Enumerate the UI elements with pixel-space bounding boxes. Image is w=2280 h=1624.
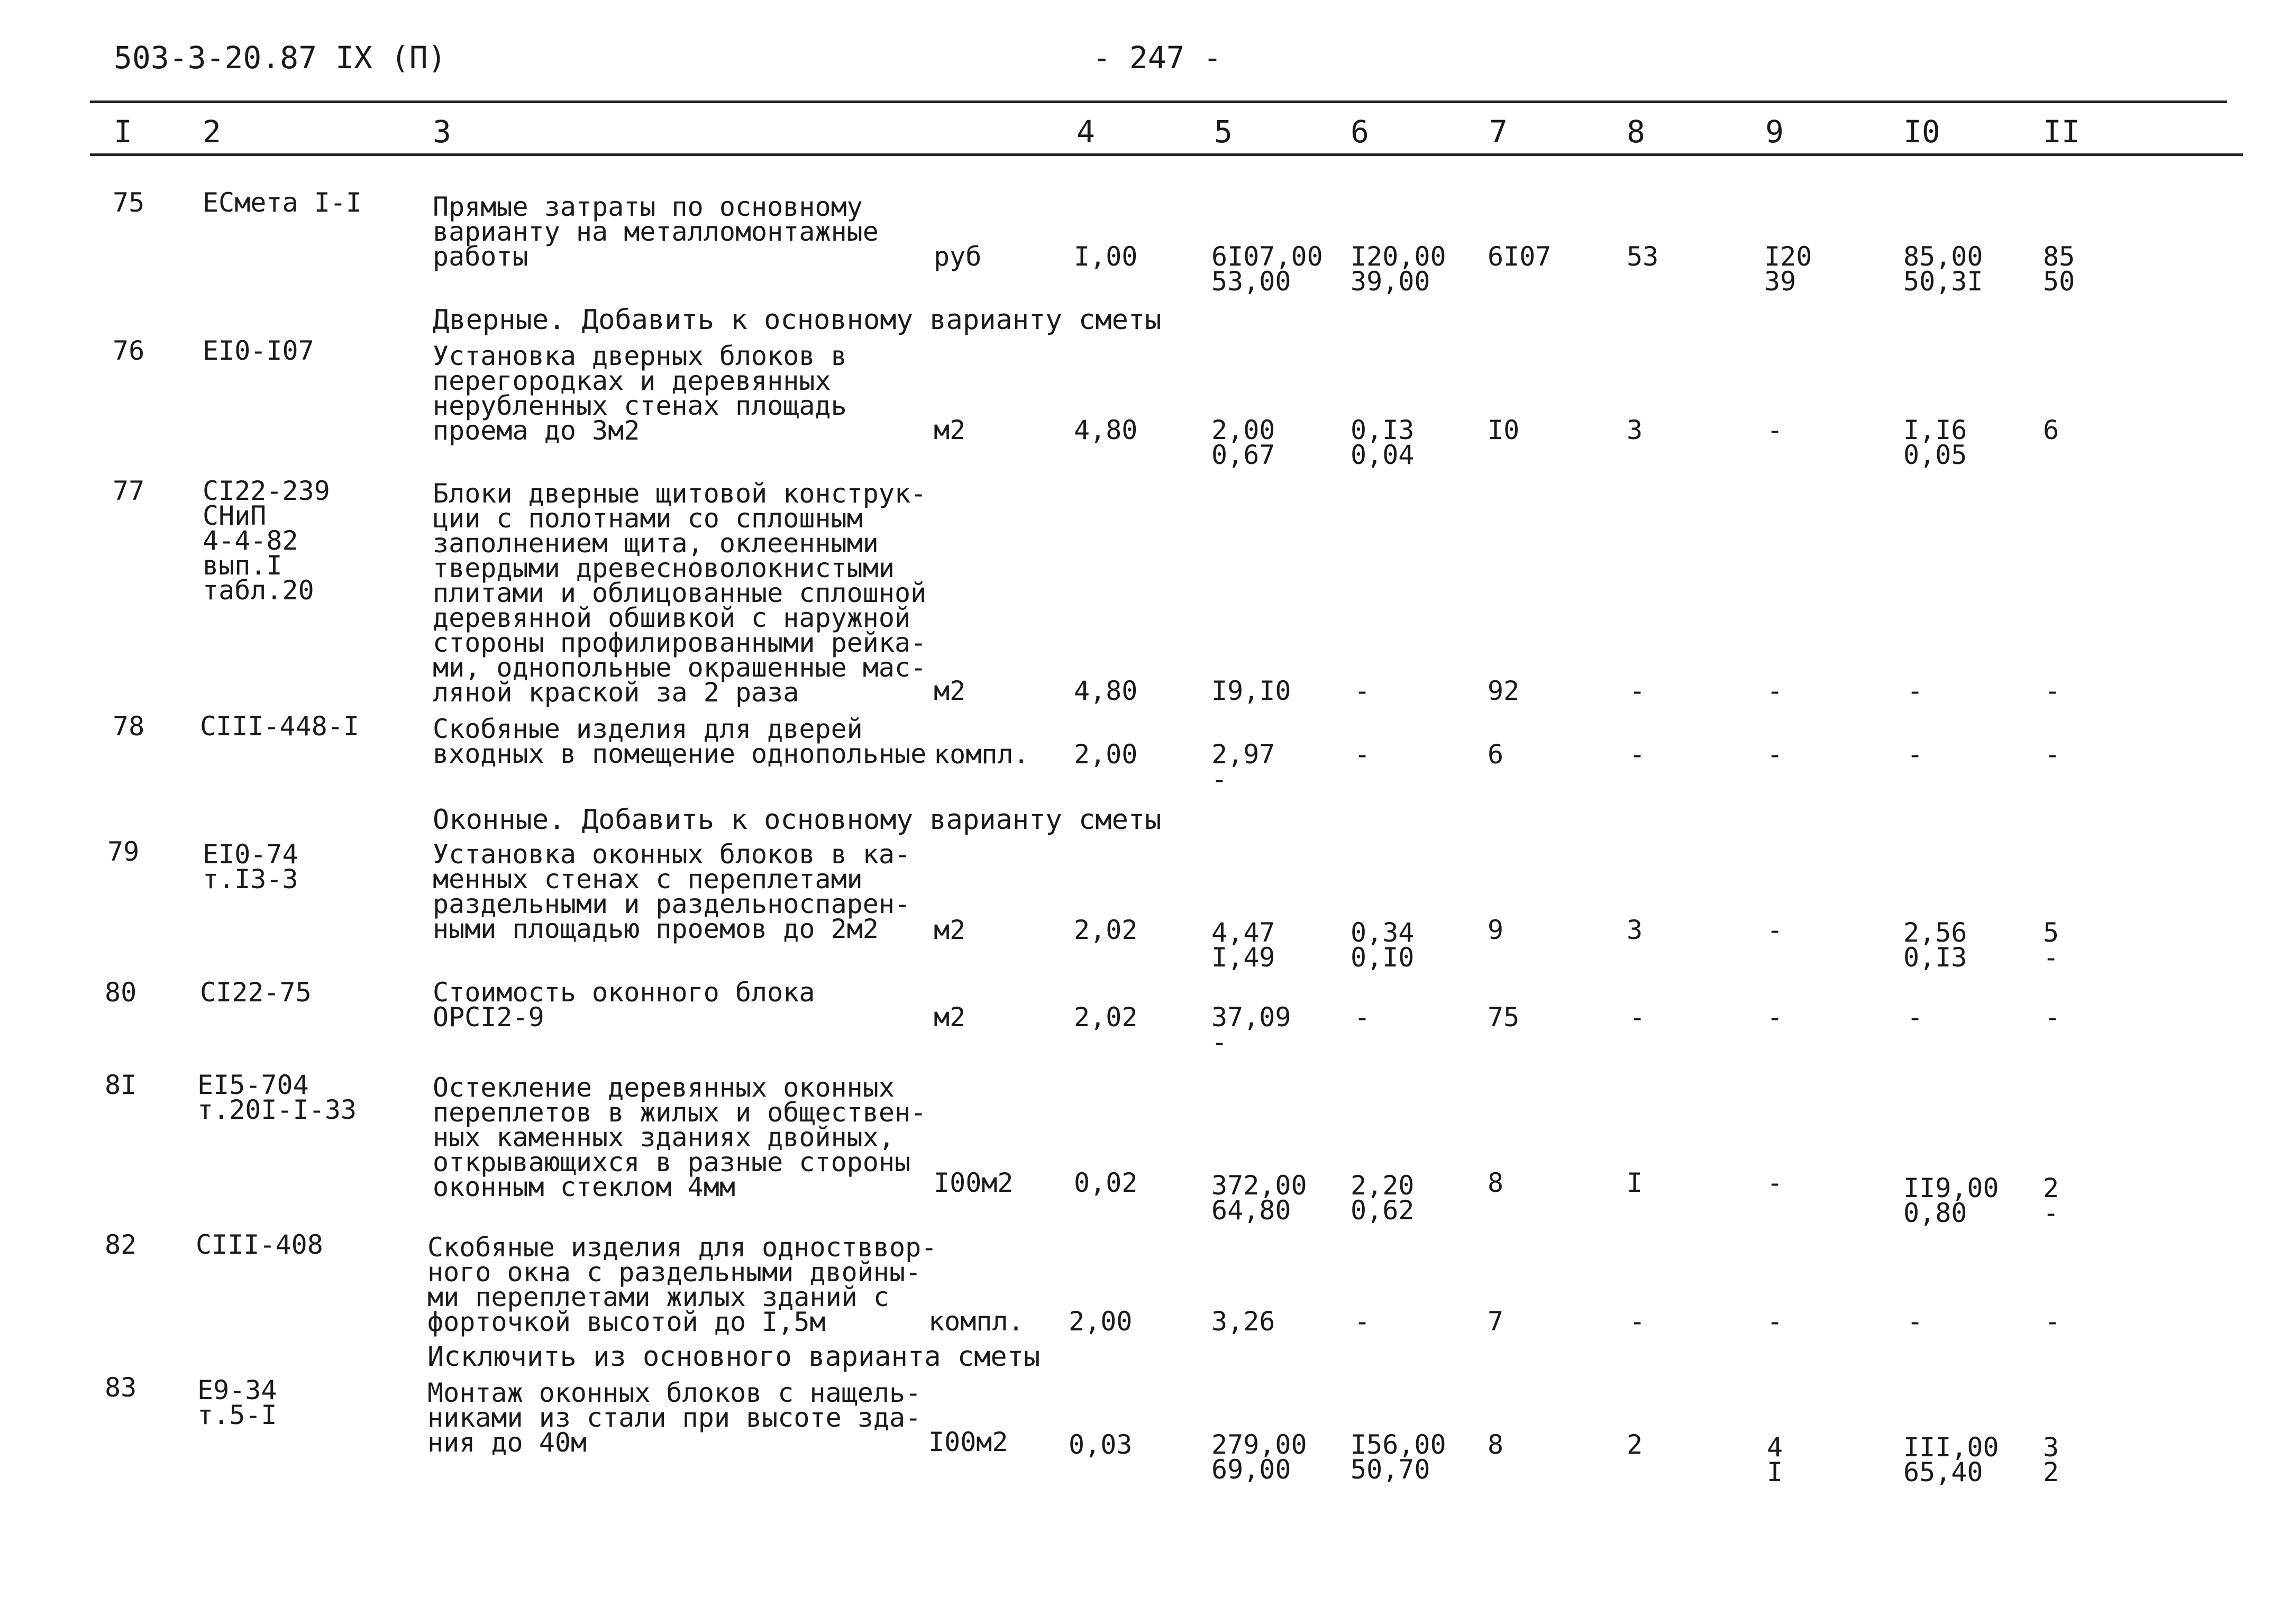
unit: м2 xyxy=(934,1002,966,1033)
cell-col10: III,00 65,40 xyxy=(1903,1432,1999,1488)
quantity: 4,80 xyxy=(1074,415,1138,445)
norm-code: ЕI0-I07 xyxy=(203,335,314,366)
work-description: Установка оконных блоков в ка- менных стенах с переплетами раздельными и раздельноспарен- ными площадью проемов до 2м2 xyxy=(433,839,911,944)
cell-col11: 2 - xyxy=(2043,1173,2059,1228)
work-description: Стоимость оконного блока ОРСI2-9 xyxy=(433,977,815,1033)
cell-col11: 3 2 xyxy=(2043,1432,2059,1488)
unit: м2 xyxy=(934,676,966,706)
section-heading-exclude: Исключить из основного варианта сметы xyxy=(427,1341,1041,1373)
row-number: 78 xyxy=(113,711,145,742)
section-heading-windows: Оконные. Добавить к основному варианту сметы xyxy=(433,804,1162,836)
cell-col9: - xyxy=(1767,1167,1783,1198)
work-description: Скобяные изделия для одностввор- ного окна с раздельными двойны- ми переплетами жилых зданий с форточкой высотой до I,5м xyxy=(427,1232,937,1337)
cell-col10: II9,00 0,80 xyxy=(1903,1173,1999,1228)
column-number: II xyxy=(2043,114,2080,150)
norm-code: СIII-448-I xyxy=(200,711,360,742)
cell-col10: - xyxy=(1907,1306,1923,1337)
cell-col9: - xyxy=(1767,1002,1783,1033)
norm-code: Е9-34 т.5-I xyxy=(197,1375,277,1430)
column-number: 7 xyxy=(1489,114,1508,150)
column-number: I0 xyxy=(1903,114,1940,150)
cell-col11: - xyxy=(2045,739,2061,770)
cell-col8: - xyxy=(1629,1306,1646,1337)
unit: руб xyxy=(934,241,982,272)
row-number: 77 xyxy=(113,476,145,506)
cell-col9: - xyxy=(1767,415,1783,445)
cell-col9: - xyxy=(1767,1306,1783,1337)
column-number: I xyxy=(114,114,132,150)
work-description: Установка дверных блоков в перегородках и деревянных нерубленных стенах площадь проема до 3м2 xyxy=(433,341,847,446)
cell-col7: 92 xyxy=(1488,676,1520,706)
cell-col10: - xyxy=(1907,1002,1923,1033)
quantity: 0,02 xyxy=(1074,1167,1138,1198)
column-number: 6 xyxy=(1351,114,1369,150)
cell-col7: 8 xyxy=(1488,1429,1504,1460)
row-number: 75 xyxy=(113,187,145,218)
cell-col5: 372,00 64,80 xyxy=(1211,1170,1307,1226)
unit: компл. xyxy=(928,1306,1024,1337)
cell-col11: - xyxy=(2045,1306,2061,1337)
cell-col7: 6I07 xyxy=(1488,241,1552,272)
norm-code: ЕСмета I-I xyxy=(203,187,362,218)
quantity: 2,02 xyxy=(1074,915,1138,945)
cell-col7: 9 xyxy=(1488,915,1504,945)
cell-col11: 5 - xyxy=(2043,917,2059,973)
unit: м2 xyxy=(934,415,966,445)
unit: м2 xyxy=(934,915,966,945)
cell-col5: 37,09 - xyxy=(1211,1002,1291,1057)
cell-col6: 0,34 0,I0 xyxy=(1351,917,1415,973)
document-code: 503-3-20.87 IX (П) xyxy=(114,40,446,76)
cell-col7: 8 xyxy=(1488,1167,1504,1198)
row-number: 82 xyxy=(105,1229,137,1260)
cell-col5: 3,26 xyxy=(1211,1306,1275,1337)
column-number: 5 xyxy=(1214,114,1233,150)
cell-col8: 3 xyxy=(1627,415,1643,445)
cell-col8: 3 xyxy=(1627,915,1643,945)
cell-col8: 53 xyxy=(1627,241,1659,272)
work-description: Блоки дверные щитовой конструк- ции с полотнами со сплошным заполнением щита, оклеенными твердыми древесноволокнистыми плитами и облицованные сплошной деревянной обшивкой с наружной стороны профилированными рейка- ми, однопольные окрашенные мас- ляной краской за 2 раза xyxy=(433,478,927,708)
header-rule xyxy=(90,153,2243,156)
top-rule xyxy=(90,101,2227,103)
cell-col11: - xyxy=(2045,676,2061,706)
cell-col5: I9,I0 xyxy=(1211,676,1291,706)
column-number: 2 xyxy=(203,114,221,150)
cell-col10: - xyxy=(1907,676,1923,706)
cell-col5: 2,00 0,67 xyxy=(1211,415,1275,470)
row-number: 83 xyxy=(105,1372,137,1403)
cell-col10: I,I6 0,05 xyxy=(1903,415,1967,470)
work-description: Остекление деревянных оконных переплетов в жилых и обществен- ных каменных зданиях двойных, открывающихся в разные стороны оконным стеклом 4мм xyxy=(433,1072,927,1202)
cell-col10: 85,00 50,3I xyxy=(1903,241,1983,297)
cell-col6: - xyxy=(1354,739,1371,770)
quantity: 2,02 xyxy=(1074,1002,1138,1033)
cell-col10: - xyxy=(1907,739,1923,770)
cell-col10: 2,56 0,I3 xyxy=(1903,917,1967,973)
cell-col8: - xyxy=(1629,1002,1646,1033)
cell-col9: 4 I xyxy=(1767,1432,1783,1488)
unit: I00м2 xyxy=(934,1167,1014,1198)
row-number: 80 xyxy=(105,977,137,1008)
cell-col8: - xyxy=(1629,676,1646,706)
cell-col6: 0,I3 0,04 xyxy=(1351,415,1415,470)
quantity: 2,00 xyxy=(1069,1306,1133,1337)
quantity: 0,03 xyxy=(1069,1429,1133,1460)
column-number: 3 xyxy=(433,114,451,150)
section-heading-doors: Дверные. Добавить к основному варианту сметы xyxy=(433,304,1162,336)
cell-col11: 6 xyxy=(2043,415,2059,445)
unit: I00м2 xyxy=(928,1427,1008,1457)
cell-col11: - xyxy=(2045,1002,2061,1033)
quantity: I,00 xyxy=(1074,241,1138,272)
norm-code: СI22-239 СНиП 4-4-82 вып.I табл.20 xyxy=(203,476,330,606)
cell-col6: I56,00 50,70 xyxy=(1351,1429,1446,1485)
cell-col8: 2 xyxy=(1627,1429,1643,1460)
cell-col6: - xyxy=(1354,1002,1371,1033)
column-number: 4 xyxy=(1077,114,1095,150)
cell-col6: 2,20 0,62 xyxy=(1351,1170,1415,1226)
cell-col7: 75 xyxy=(1488,1002,1520,1033)
cell-col11: 85 50 xyxy=(2043,241,2075,297)
cell-col7: I0 xyxy=(1488,415,1520,445)
cell-col5: 6I07,00 53,00 xyxy=(1211,241,1323,297)
quantity: 4,80 xyxy=(1074,676,1138,706)
row-number: 8I xyxy=(105,1070,137,1100)
cell-col8: I xyxy=(1627,1167,1643,1198)
cell-col6: I20,00 39,00 xyxy=(1351,241,1446,297)
cell-col6: - xyxy=(1354,676,1371,706)
cell-col9: - xyxy=(1767,676,1783,706)
cell-col6: - xyxy=(1354,1306,1371,1337)
cell-col9: - xyxy=(1767,915,1783,945)
work-description: Прямые затраты по основному варианту на металломонтажные работы xyxy=(433,191,879,272)
norm-code: ЕI5-704 т.20I-I-33 xyxy=(197,1070,357,1125)
cell-col8: - xyxy=(1629,739,1646,770)
norm-code: ЕI0-74 т.I3-3 xyxy=(203,839,298,895)
row-number: 79 xyxy=(107,836,140,867)
cell-col5: 279,00 69,00 xyxy=(1211,1429,1307,1485)
quantity: 2,00 xyxy=(1074,739,1138,770)
cell-col9: - xyxy=(1767,739,1783,770)
page-number: - 247 - xyxy=(1092,40,1222,76)
cell-col5: 4,47 I,49 xyxy=(1211,917,1275,973)
norm-code: СI22-75 xyxy=(200,977,312,1008)
cell-col5: 2,97 - xyxy=(1211,739,1275,795)
work-description: Монтаж оконных блоков с нащель- никами из стали при высоте зда- ния до 40м xyxy=(427,1377,922,1458)
norm-code: СIII-408 xyxy=(196,1229,323,1260)
column-number: 9 xyxy=(1765,114,1784,150)
cell-col7: 7 xyxy=(1488,1306,1504,1337)
column-number: 8 xyxy=(1627,114,1645,150)
row-number: 76 xyxy=(113,335,145,366)
cell-col7: 6 xyxy=(1488,739,1504,770)
work-description: Скобяные изделия для дверей входных в помещение однопольные xyxy=(433,714,927,769)
cell-col9: I20 39 xyxy=(1764,241,1812,297)
unit: компл. xyxy=(934,739,1029,770)
